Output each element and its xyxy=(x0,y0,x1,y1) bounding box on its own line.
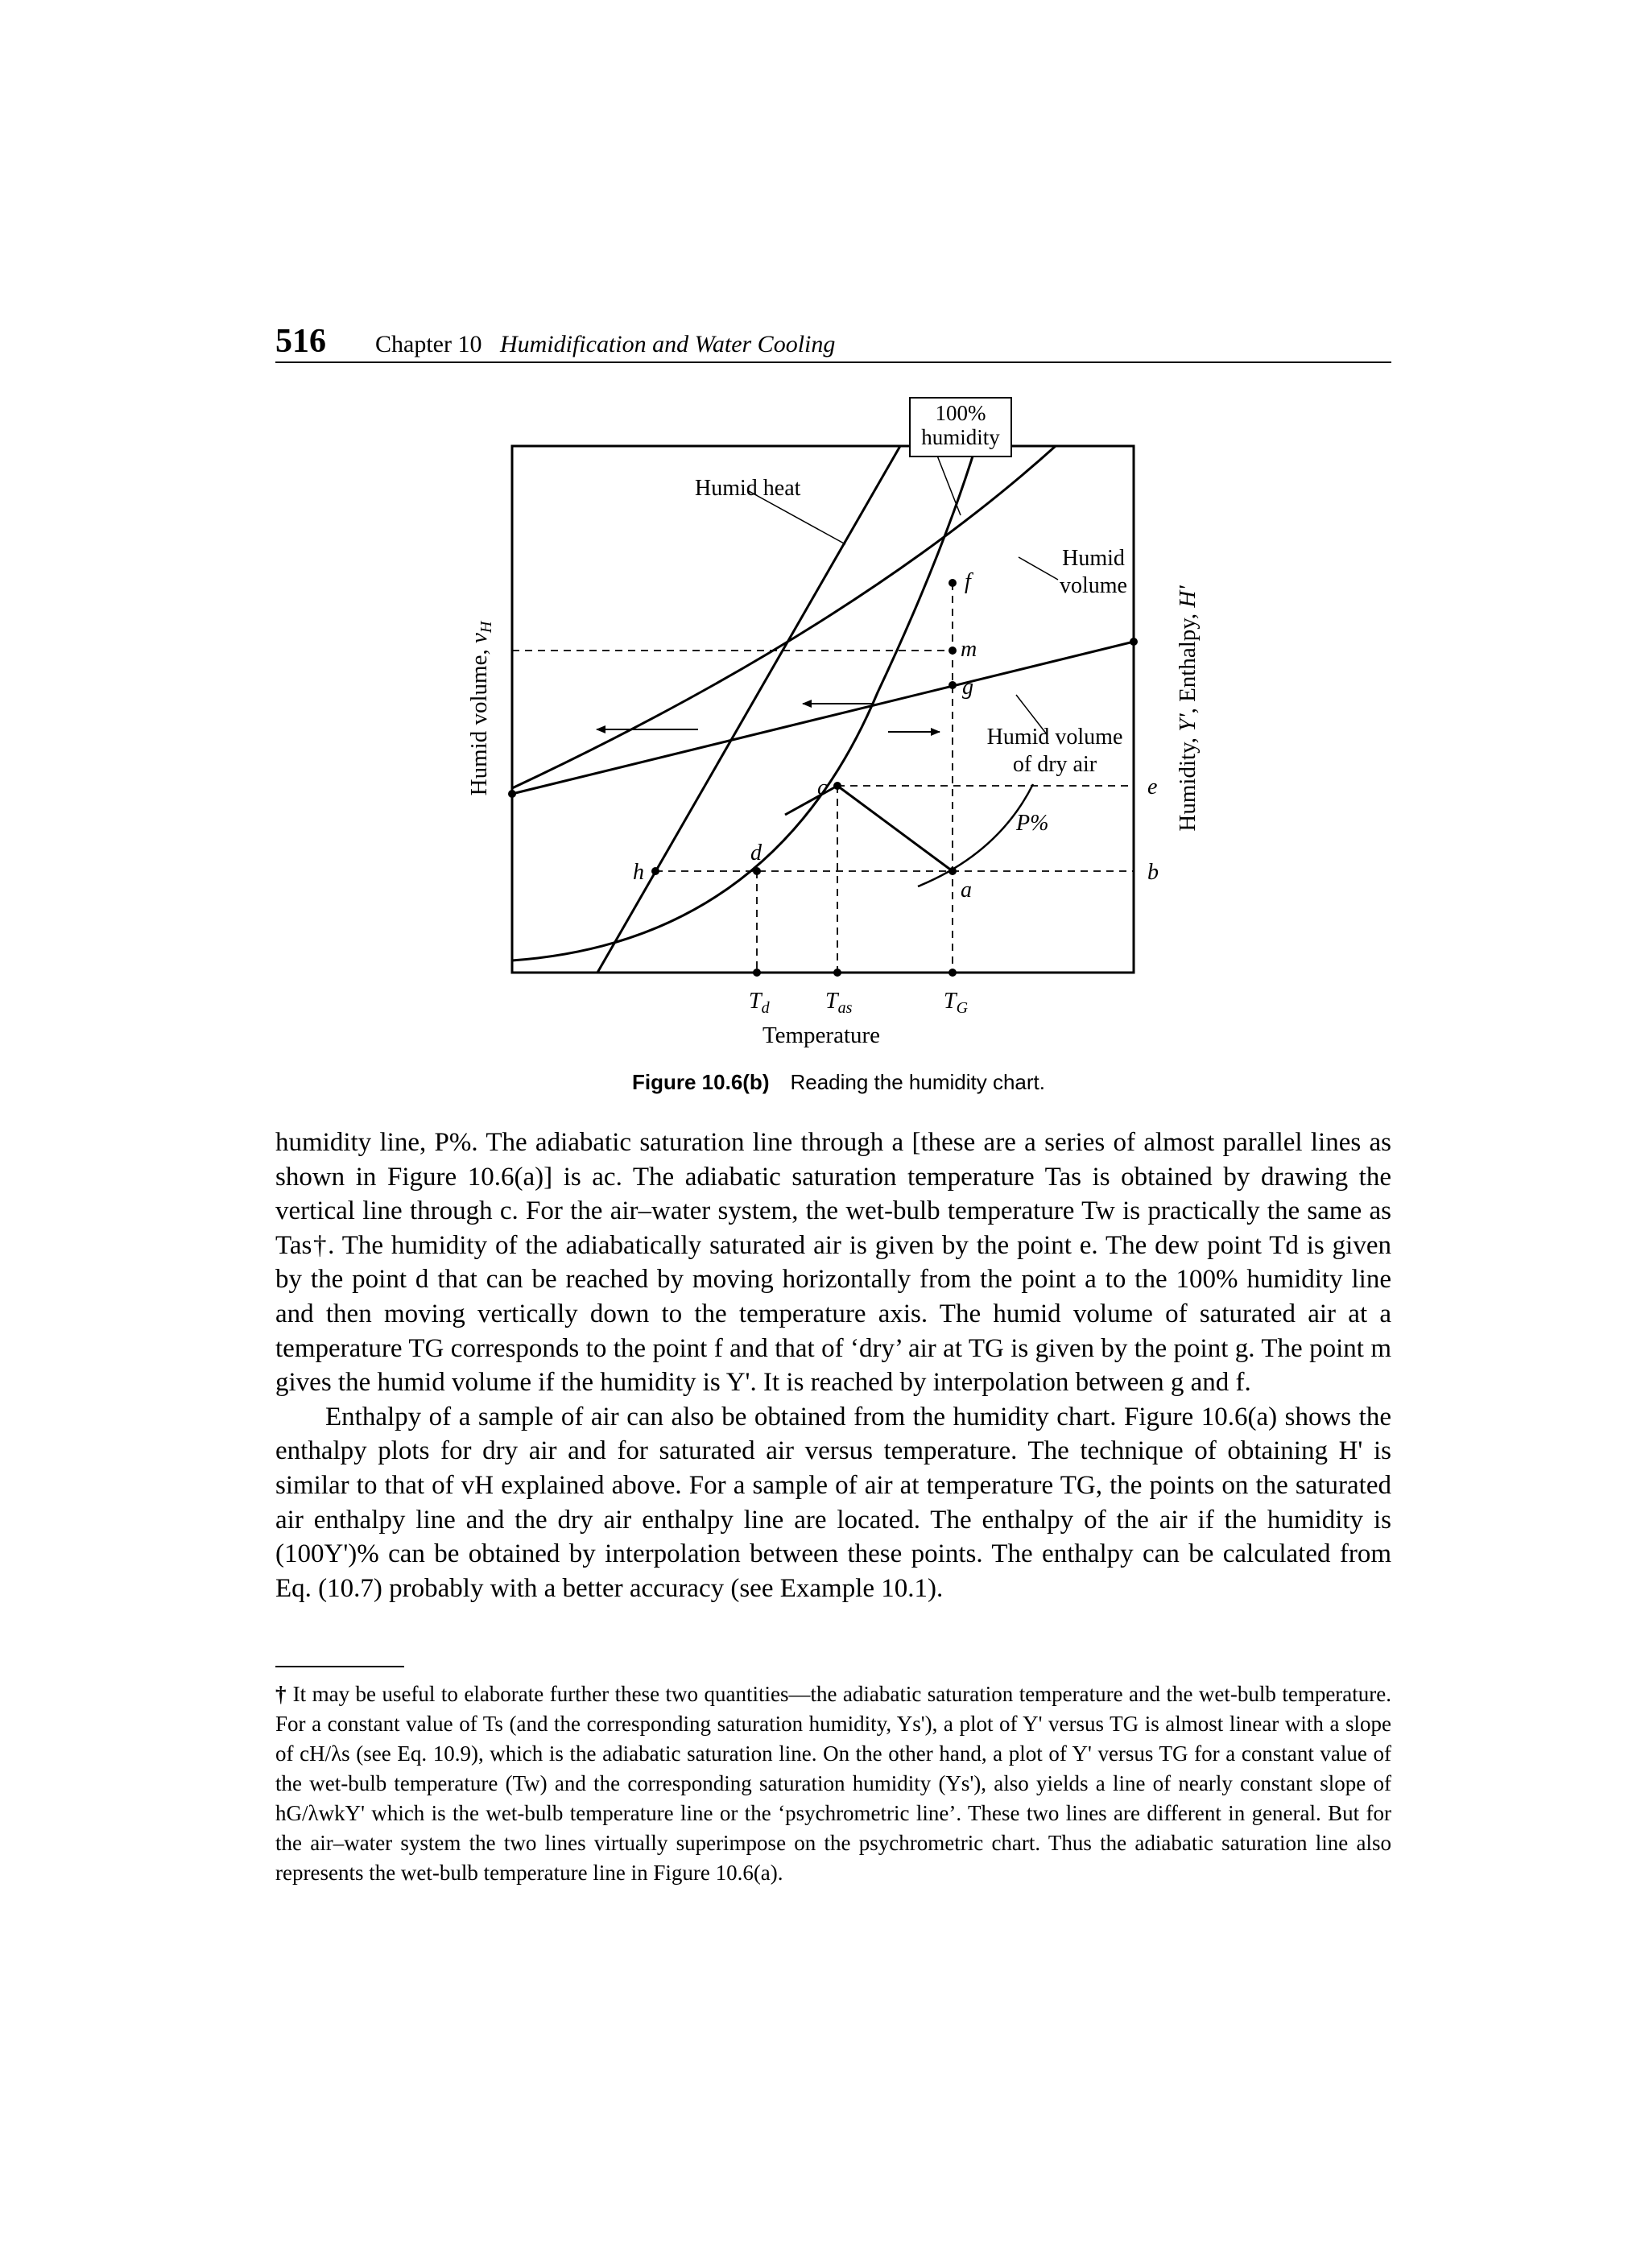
label-g: g xyxy=(962,675,973,700)
dry-air-label: Humid volume xyxy=(986,725,1123,750)
adiabatic-line xyxy=(837,786,953,871)
humid-volume-label: Humid xyxy=(1062,546,1125,571)
left-axis-label: Humid volume, $v_H$ xyxy=(466,621,495,796)
x-axis-label: Temperature xyxy=(762,1022,881,1048)
point-right-dry xyxy=(1130,638,1138,646)
tick-Tas: $T_{as}$ xyxy=(825,989,853,1017)
label-h: h xyxy=(633,860,644,885)
footnote-rule xyxy=(275,1666,404,1667)
label-c: c xyxy=(817,775,828,800)
humid-volume-label-2: volume xyxy=(1060,573,1127,598)
label-d: d xyxy=(750,841,762,865)
reading-arrows xyxy=(597,704,940,732)
caption-text: Reading the humidity chart. xyxy=(790,1070,1045,1094)
label-m: m xyxy=(961,637,977,662)
body-text xyxy=(275,1126,1391,1605)
paragraph-1: humidity line, P%. The adiabatic saturation line through a [these are a series of almost parallel lines as shown in Figure 10.6(a)] is ac. The adiabatic saturation temperature Tas is obtained by drawing the vertical line through c. For the air–water system, the wet-bulb temperature Tw is practically the same as Tas†. The humidity of the adiabatically saturated air is given by the point e. The dew point Td is given by the point d that can be reached by moving horizontally from the point a to the 100% humidity line and then moving vertically down to the temperature axis. The humid volume of saturated air at a temperature TG corresponds to the point f and that of ‘dry’ air at TG is given by the point g. The point m gives the humid volume if the humidity is Y'. It is reached by interpolation between g and f. xyxy=(275,1128,1391,1398)
label-f: f xyxy=(965,569,971,594)
page-number: 516 xyxy=(275,323,326,360)
point-TG xyxy=(948,969,957,977)
chapter-title: Humidification and Water Cooling xyxy=(499,331,836,357)
caption-number: Figure 10.6(b) xyxy=(632,1070,770,1094)
footnote-mark: † xyxy=(275,1682,287,1706)
point-g xyxy=(948,681,957,689)
c-to-h-line xyxy=(785,786,837,815)
p-percent-label: P% xyxy=(1016,811,1049,836)
label-e: e xyxy=(1147,775,1158,799)
header-rule xyxy=(275,361,1391,363)
point-Td xyxy=(753,969,761,977)
saturation-curve xyxy=(512,446,976,960)
chapter-number: Chapter 10 xyxy=(375,331,482,357)
point-a xyxy=(948,867,957,875)
point-h xyxy=(651,867,659,875)
label-b: b xyxy=(1147,860,1159,885)
humidity-chart-figure xyxy=(435,386,1240,1063)
point-Tas xyxy=(833,969,841,977)
point-m xyxy=(948,647,957,655)
footnote-text: It may be useful to elaborate further these two quantities—the adiabatic saturation temperature and the wet-bulb temperature. For a constant value of Ts (and the corresponding saturation humidity, Ys'), a plot of Y' versus TG is almost linear with a slope of cH/λs (see Eq. 10.9), which is the adiabatic saturation line. On the other hand, a plot of Y' versus TG for a constant value of the wet-bulb temperature (Tw) and the corresponding saturation humidity (Ys'), also yields a line of nearly constant slope of hG/λwkY' which is the wet-bulb temperature line or the ‘psychrometric line’. These two lines are different in general. But for the air–water system the two lines virtually superimpose on the psychrometric chart. Thus the adiabatic saturation line also represents the wet-bulb temperature line in Figure 10.6(a). xyxy=(275,1682,1392,1885)
tick-Td: $T_d$ xyxy=(749,989,770,1017)
humidity-box-label: 100% xyxy=(935,401,986,425)
humidity-box-label-2: humidity xyxy=(921,425,1000,449)
label-a: a xyxy=(961,878,972,903)
point-f xyxy=(948,579,957,587)
tick-TG: $T_G$ xyxy=(944,989,969,1017)
point-left-dry xyxy=(508,790,516,798)
paragraph-2: Enthalpy of a sample of air can also be obtained from the humidity chart. Figure 10.6(a) shows the enthalpy plots for dry air and for saturated air versus temperature. The technique of obtaining H' is similar to that of vH explained above. For a sample of air at temperature TG, the points on the saturated air enthalpy line and the dry air enthalpy line are located. The enthalpy of the air if the humidity is (100Y')% can be obtained by interpolation between these points. The enthalpy can be calculated from Eq. (10.7) probably with a better accuracy (see Example 10.1). xyxy=(275,1402,1391,1603)
right-axis-label: Humidity, Y', Enthalpy, H' xyxy=(1175,585,1201,832)
footnote xyxy=(275,1679,1391,1888)
figure-caption xyxy=(632,1068,1045,1097)
running-header xyxy=(275,320,1391,362)
point-d xyxy=(753,867,761,875)
chapter-heading xyxy=(375,328,835,361)
humid-heat-label: Humid heat xyxy=(695,476,801,501)
plot-frame xyxy=(512,446,1134,973)
point-c xyxy=(833,782,841,790)
dry-air-label-2: of dry air xyxy=(1012,752,1097,777)
